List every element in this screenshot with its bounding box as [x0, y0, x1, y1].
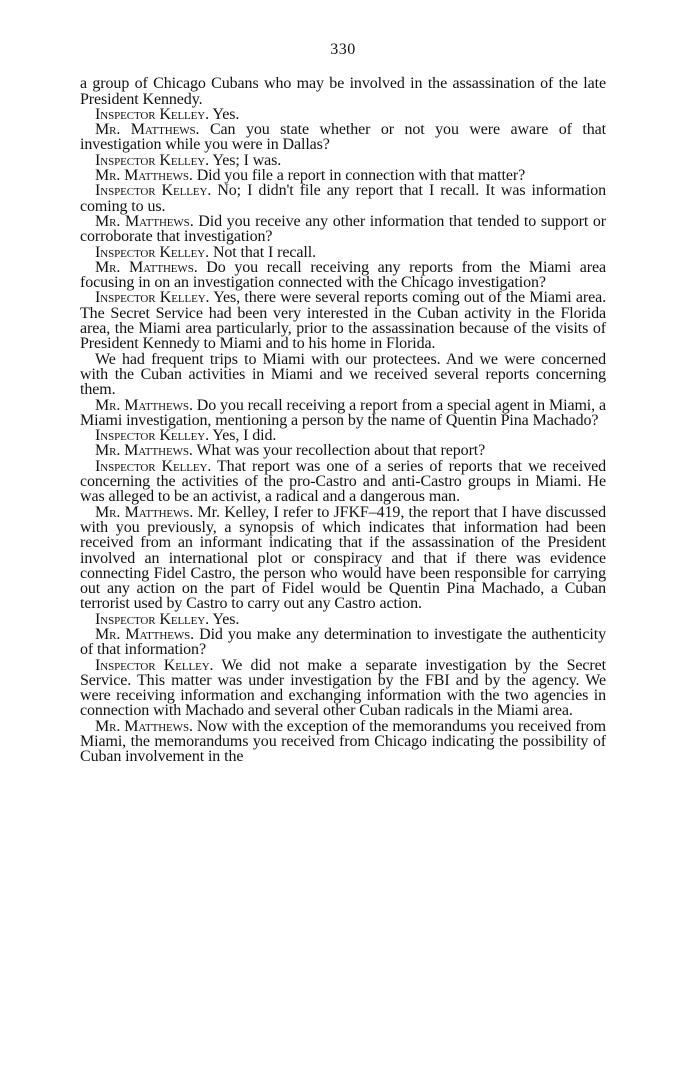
transcript-paragraph [80, 719, 606, 765]
speaker-name: Mr. Matthews. [95, 625, 195, 643]
paragraph-text: Yes, I did. [209, 427, 277, 445]
paragraph-text: Did you file a report in connection with that matter? [192, 167, 526, 185]
transcript-paragraph [80, 443, 606, 458]
transcript-paragraph [80, 153, 606, 168]
paragraph-text: Yes. [209, 105, 240, 123]
transcript-paragraph [80, 122, 606, 153]
transcript-paragraph [80, 290, 606, 351]
speaker-name: Mr. Matthews. [95, 121, 200, 139]
transcript-paragraph [80, 505, 606, 612]
transcript-paragraph [80, 428, 606, 443]
paragraph-text: Mr. Kelley, I refer to JFKF–419, the report that I have discussed with you previously, a synopsis of which indicates that information had been received from an informant indicating that if the assassination of the President involved an international plot or conspiracy and that if there was evidence connecting Fidel Castro, the person who would have been responsible for carrying out any action on the part of Fidel would be Quentin Pina Machado, a Cuban terrorist used by Castro to carry out any Castro action. [80, 503, 606, 613]
speaker-name: Mr. Matthews. [95, 212, 194, 230]
speaker-name: Inspector Kelley. [95, 610, 210, 628]
transcript-paragraph [80, 459, 606, 505]
transcript-paragraph [80, 183, 606, 214]
speaker-name: Inspector Kelley. [95, 105, 210, 123]
paragraph-text: Not that I recall. [209, 243, 316, 261]
paragraph-text: We did not make a separate investigation by the Secret Service. This matter was under investigation by the FBI and by the agency. We were receiving information and exchanging information with the two agencies in connection with Machado and several other Cuban radicals in the Miami area. [80, 656, 606, 720]
speaker-name: Inspector Kelley. [95, 656, 214, 674]
speaker-name: Mr. Matthews. [95, 503, 194, 521]
speaker-name: Mr. Matthews. [95, 442, 193, 460]
transcript-paragraph [80, 627, 606, 658]
transcript-paragraph [80, 245, 606, 260]
paragraph-text: a group of Chicago Cubans who may be involved in the assassination of the late President Kennedy. [80, 75, 606, 108]
transcript-paragraph [80, 76, 606, 107]
paragraph-text: What was your recollection about that report? [192, 442, 486, 460]
paragraph-text: Did you make any determination to investigate the authenticity of that information? [80, 625, 606, 659]
paragraph-text: Did you receive any other information that tended to support or corroborate that investigation? [80, 212, 606, 246]
paragraph-text: Do you recall receiving a report from a special agent in Miami, a Miami investigation, mentioning a person by the name of Quentin Pina Machado? [80, 396, 606, 429]
document-body [80, 76, 606, 764]
transcript-paragraph [80, 612, 606, 627]
transcript-paragraph [80, 168, 606, 183]
speaker-name: Mr. Matthews. [95, 167, 193, 185]
paragraph-text: Yes. [209, 610, 240, 628]
paragraph-text: That report was one of a series of reports that we received concerning the activities of the pro-Castro and anti-Castro groups in Miami. He was alleged to be an activist, a radical and a dangerous man. [80, 457, 606, 506]
paragraph-text: Now with the exception of the memorandums you received from Miami, the memorandums you received from Chicago indicating the possibility of Cuban involvement in the [80, 717, 606, 766]
speaker-name: Inspector Kelley. [95, 243, 210, 261]
speaker-name: Inspector Kelley. [95, 427, 210, 445]
transcript-paragraph [80, 398, 606, 429]
paragraph-text: No; I didn't file any report that I recall. It was information coming to us. [80, 182, 606, 215]
paragraph-text: Yes; I was. [209, 151, 282, 169]
speaker-name: Inspector Kelley. [95, 151, 210, 169]
speaker-name: Mr. Matthews. [95, 258, 198, 276]
paragraph-text: We had frequent trips to Miami with our protectees. And we were concerned with the Cuban activities in Miami and we received several reports concerning them. [80, 350, 606, 399]
document-page [80, 42, 606, 765]
speaker-name: Mr. Matthews. [95, 717, 193, 735]
paragraph-text: Yes, there were several reports coming out of the Miami area. The Secret Service had been very interested in the Cuban activity in the Florida area, the Miami area particularly, prior to the assassination because of the visits of President Kennedy to Miami and to his home in Florida. [80, 289, 606, 353]
page-number: 330 [330, 41, 356, 58]
transcript-paragraph [80, 658, 606, 719]
speaker-name: Inspector Kelley. [95, 289, 210, 307]
speaker-name: Inspector Kelley. [95, 457, 212, 475]
speaker-name: Mr. Matthews. [95, 396, 193, 414]
paragraph-text: Do you recall receiving any reports from the Miami area focusing in on an investigation connected with the Chicago investigation? [80, 258, 606, 292]
transcript-paragraph [80, 352, 606, 398]
transcript-paragraph [80, 260, 606, 291]
transcript-paragraph [80, 214, 606, 245]
transcript-paragraph [80, 107, 606, 122]
paragraph-text: Can you state whether or not you were aware of that investigation while you were in Dallas? [80, 121, 606, 154]
speaker-name: Inspector Kelley. [95, 182, 212, 200]
